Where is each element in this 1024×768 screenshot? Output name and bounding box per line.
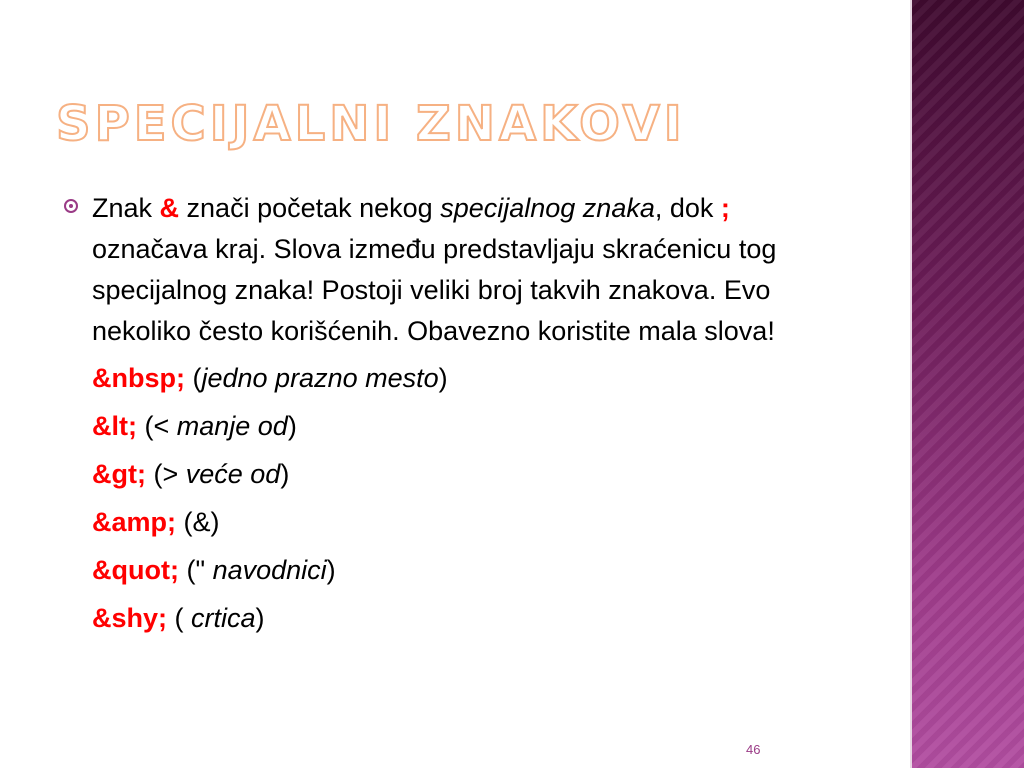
entity-row [92, 454, 844, 502]
entity-description: crtica [191, 603, 256, 633]
entity-row [92, 406, 844, 454]
entity-description: veće od [185, 459, 281, 489]
ampersand-symbol: & [159, 193, 180, 223]
page-number: 46 [746, 742, 761, 757]
entity-description: navodnici [212, 555, 327, 585]
entity-close: ) [287, 411, 297, 441]
entity-code: &lt; [92, 411, 137, 441]
entity-description: manje od [176, 411, 288, 441]
bullet-text-4: označava kraj. Slova između predstavljaju skraćenicu tog specijalnog znaka! Postoji veliki broj takvih znakova. Evo nekoliko često korišćenih. Obavezno koristite mala slova! [92, 234, 777, 346]
bullet-text-2: znači početak nekog [179, 193, 441, 223]
entity-close: ) [280, 459, 290, 489]
circle-bullet-icon [64, 199, 78, 213]
bullet-paragraph [64, 188, 844, 352]
bullet-text-3: , dok [654, 193, 721, 223]
entity-open: (> [145, 459, 186, 489]
entity-description: jedno prazno mesto [201, 363, 439, 393]
entity-row [92, 358, 844, 406]
bullet-text-1: Znak [92, 193, 160, 223]
entity-code: &shy; [92, 603, 168, 633]
entity-code: &quot; [92, 555, 179, 585]
decorative-side-panel [912, 0, 1024, 768]
entity-row [92, 598, 844, 646]
entity-code: &amp; [92, 507, 177, 537]
bullet-emphasis: specijalnog znaka [440, 193, 655, 223]
entity-close: ) [438, 363, 448, 393]
entity-row [92, 550, 844, 598]
entity-row [92, 502, 844, 550]
entity-close: ) [255, 603, 265, 633]
slide-title: SPECIJALNI ZNAKOVI [56, 96, 686, 152]
entity-code: &gt; [92, 459, 146, 489]
entity-open: (< [136, 411, 177, 441]
entity-close: ) [326, 555, 336, 585]
slide-content [64, 188, 844, 646]
semicolon-symbol: ; [720, 193, 730, 223]
entity-list [92, 358, 844, 646]
entity-open: ( [167, 603, 192, 633]
entity-code: &nbsp; [92, 363, 185, 393]
entity-open: (" [178, 555, 213, 585]
entity-open: (&) [176, 507, 220, 537]
entity-open: ( [184, 363, 202, 393]
